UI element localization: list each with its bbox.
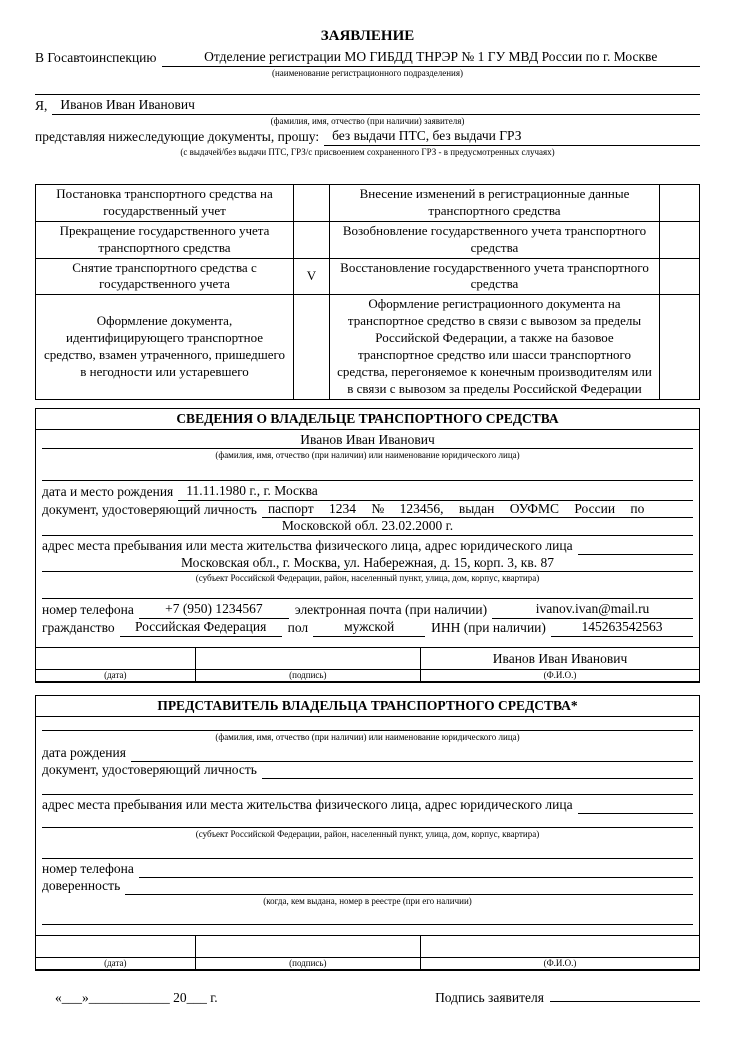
owner-id-line: [42, 501, 693, 519]
blank-line: [42, 461, 693, 481]
representative-signature-field: [195, 936, 420, 958]
op-row4-left-text: Оформление документа, идентифицирующего транспортное средство, взамен утраченного, пришедшего в негодности или устаревшего: [36, 295, 294, 399]
blank-line: [42, 779, 693, 795]
blank-underline: [578, 798, 693, 814]
representative-signature-caption: (подпись): [195, 958, 420, 970]
owner-date-field: [36, 648, 195, 670]
blank-line: [42, 583, 693, 599]
representative-section-title: ПРЕДСТАВИТЕЛЬ ВЛАДЕЛЬЦА ТРАНСПОРТНОГО СРЕДСТВА*: [36, 696, 699, 717]
blank-line: [42, 717, 693, 731]
spacer: [42, 637, 693, 647]
op-row1-right-text: Внесение изменений в регистрационные данные транспортного средства: [330, 185, 660, 222]
table-row: [36, 221, 700, 258]
table-row: [36, 648, 699, 670]
owner-signature-table: [36, 647, 699, 682]
representative-signature-table: [36, 935, 699, 970]
owner-section-body: [36, 432, 699, 648]
representative-name-caption: (фамилия, имя, отчество (при наличии) или наименование юридического лица): [215, 732, 520, 743]
representative-poa-line: [42, 878, 693, 895]
table-row: [36, 185, 700, 222]
owner-citizenship-label: гражданство: [42, 620, 115, 636]
representative-date-field: [36, 936, 195, 958]
representative-poa-label: доверенность: [42, 878, 121, 894]
owner-signature-caption: (подпись): [195, 670, 420, 682]
owner-fio-caption: (Ф.И.О.): [421, 670, 699, 682]
op-row3-left-checkbox: V: [294, 258, 330, 295]
representative-fio-caption: (Ф.И.О.): [421, 958, 699, 970]
op-row2-right-text: Возобновление государственного учета транспортного средства: [330, 221, 660, 258]
registration-department-field: Отделение регистрации МО ГИБДД ТНРЭР № 1 ГУ МВД России по г. Москве: [162, 49, 701, 67]
owner-address-field: Московская обл., г. Москва, ул. Набережная, д. 15, корп. 3, кв. 87: [42, 555, 693, 572]
owner-section: [35, 408, 700, 684]
table-row: [36, 258, 700, 295]
owner-id-label: документ, удостоверяющий личность: [42, 501, 257, 517]
op-row1-left-text: Постановка транспортного средства на государственный учет: [36, 185, 294, 222]
owner-address-label-line: [42, 538, 693, 555]
representative-birth-field: [131, 746, 693, 762]
owner-sex-field: мужской: [313, 619, 425, 637]
owner-fio-field: Иванов Иван Иванович: [421, 648, 699, 670]
representative-section-body: [36, 717, 699, 935]
footer: [35, 987, 700, 1006]
table-row: [36, 958, 699, 970]
spacer: [42, 925, 693, 935]
op-row4-left-checkbox: [294, 295, 330, 399]
owner-date-caption: (дата): [36, 670, 195, 682]
op-row3-right-checkbox: [660, 258, 700, 295]
representative-birth-line: [42, 745, 693, 762]
op-row1-right-checkbox: [660, 185, 700, 222]
representative-phone-label: номер телефона: [42, 861, 134, 877]
request-caption: (с выдачей/без выдачи ПТС, ГРЗ/с присвоением сохраненного ГРЗ - в предусмотренных случаях): [180, 147, 555, 158]
representative-phone-line: [42, 861, 693, 878]
owner-birth-field: 11.11.1980 г., г. Москва: [178, 483, 693, 501]
request-value-field: без выдачи ПТС, без выдачи ГРЗ: [324, 128, 700, 146]
owner-id-field-line1: паспорт 1234 № 123456, выдан ОУФМС России по: [262, 501, 693, 519]
blank-line: [42, 839, 693, 859]
blank-line: [42, 907, 693, 925]
department-caption: (наименование регистрационного подразделения): [271, 67, 463, 78]
representative-date-caption: (дата): [36, 958, 195, 970]
applicant-line: [35, 97, 700, 115]
representative-section: [35, 695, 700, 971]
footer-date-line: «___»____________ 20___ г.: [55, 990, 218, 1005]
blank-underline: [578, 539, 693, 555]
to-inspection-label: В Госавтоинспекцию: [35, 50, 157, 65]
op-row2-right-checkbox: [660, 221, 700, 258]
request-line: [35, 128, 700, 146]
operations-table: [35, 184, 700, 400]
owner-birth-line: [42, 483, 693, 501]
op-row3-right-text: Восстановление государственного учета транспортного средства: [330, 258, 660, 295]
footer-signature-group: [435, 987, 700, 1006]
request-label: представляя нижеследующие документы, прошу:: [35, 129, 320, 145]
blank-line: [35, 79, 700, 95]
owner-address-label: адрес места пребывания или места жительства физического лица, адрес юридического лица: [42, 537, 573, 553]
op-row1-left-checkbox: [294, 185, 330, 222]
owner-phone-label: номер телефона: [42, 602, 134, 618]
representative-id-line: [42, 762, 693, 779]
applicant-name-field: Иванов Иван Иванович: [52, 97, 700, 115]
representative-fio-field: [421, 936, 699, 958]
footer-signature-underline: [550, 987, 700, 1002]
op-row3-left-text: Снятие транспортного средства с государственного учета: [36, 258, 294, 295]
op-row4-right-text: Оформление регистрационного документа на транспортное средство в связи с вывозом за пределы Российской Федерации, а также на базовое транспортное средство или шасси транспортного средства, перегоняемое к конечным производителям или в связи с вывозом за пределы Российской Федерации: [330, 295, 660, 399]
owner-inn-label: ИНН (при наличии): [431, 620, 546, 636]
owner-sex-label: пол: [287, 620, 309, 636]
table-row: [36, 295, 700, 399]
representative-address-label-line: [42, 797, 693, 814]
op-row4-right-checkbox: [660, 295, 700, 399]
representative-poa-field: [125, 879, 693, 895]
inspection-line: [35, 49, 700, 67]
op-row2-left-checkbox: [294, 221, 330, 258]
blank-line: [42, 814, 693, 828]
owner-name-field: Иванов Иван Иванович: [42, 432, 693, 449]
representative-address-label: адрес места пребывания или места жительства физического лица, адрес юридического лица: [42, 796, 573, 812]
representative-birth-label: дата рождения: [42, 745, 126, 761]
representative-id-label: документ, удостоверяющий личность: [42, 761, 257, 777]
table-row: [36, 670, 699, 682]
footer-signature-label: Подпись заявителя: [435, 990, 544, 1005]
representative-id-field: [262, 763, 693, 779]
applicant-caption: (фамилия, имя, отчество (при наличии) заявителя): [270, 115, 465, 126]
owner-email-label: электронная почта (при наличии): [294, 602, 488, 618]
owner-citizenship-field: Российская Федерация: [120, 619, 282, 637]
owner-citizenship-line: [42, 619, 693, 637]
representative-poa-caption: (когда, кем выдана, номер в реестре (при его наличии): [263, 896, 472, 907]
owner-section-title: СВЕДЕНИЯ О ВЛАДЕЛЬЦЕ ТРАНСПОРТНОГО СРЕДСТВА: [36, 409, 699, 430]
owner-phone-line: [42, 601, 693, 619]
owner-inn-field: 145263542563: [551, 619, 693, 637]
applicant-prefix: Я,: [35, 97, 48, 113]
owner-id-field-line2: Московской обл. 23.02.2000 г.: [42, 518, 693, 535]
owner-email-field: ivanov.ivan@mail.ru: [492, 601, 693, 619]
owner-birth-label: дата и место рождения: [42, 483, 174, 499]
table-row: [36, 936, 699, 958]
owner-address-caption: (субъект Российской Федерации, район, населенный пункт, улица, дом, корпус, квартира): [195, 572, 540, 583]
op-row2-left-text: Прекращение государственного учета транспортного средства: [36, 221, 294, 258]
representative-address-caption: (субъект Российской Федерации, район, населенный пункт, улица, дом, корпус, квартира): [195, 828, 540, 839]
representative-phone-field: [139, 862, 693, 878]
owner-signature-field: [195, 648, 420, 670]
form-title: ЗАЯВЛЕНИЕ: [320, 28, 415, 44]
owner-phone-field: +7 (950) 1234567: [139, 601, 289, 619]
owner-name-caption: (фамилия, имя, отчество (при наличии) или наименование юридического лица): [215, 449, 520, 460]
